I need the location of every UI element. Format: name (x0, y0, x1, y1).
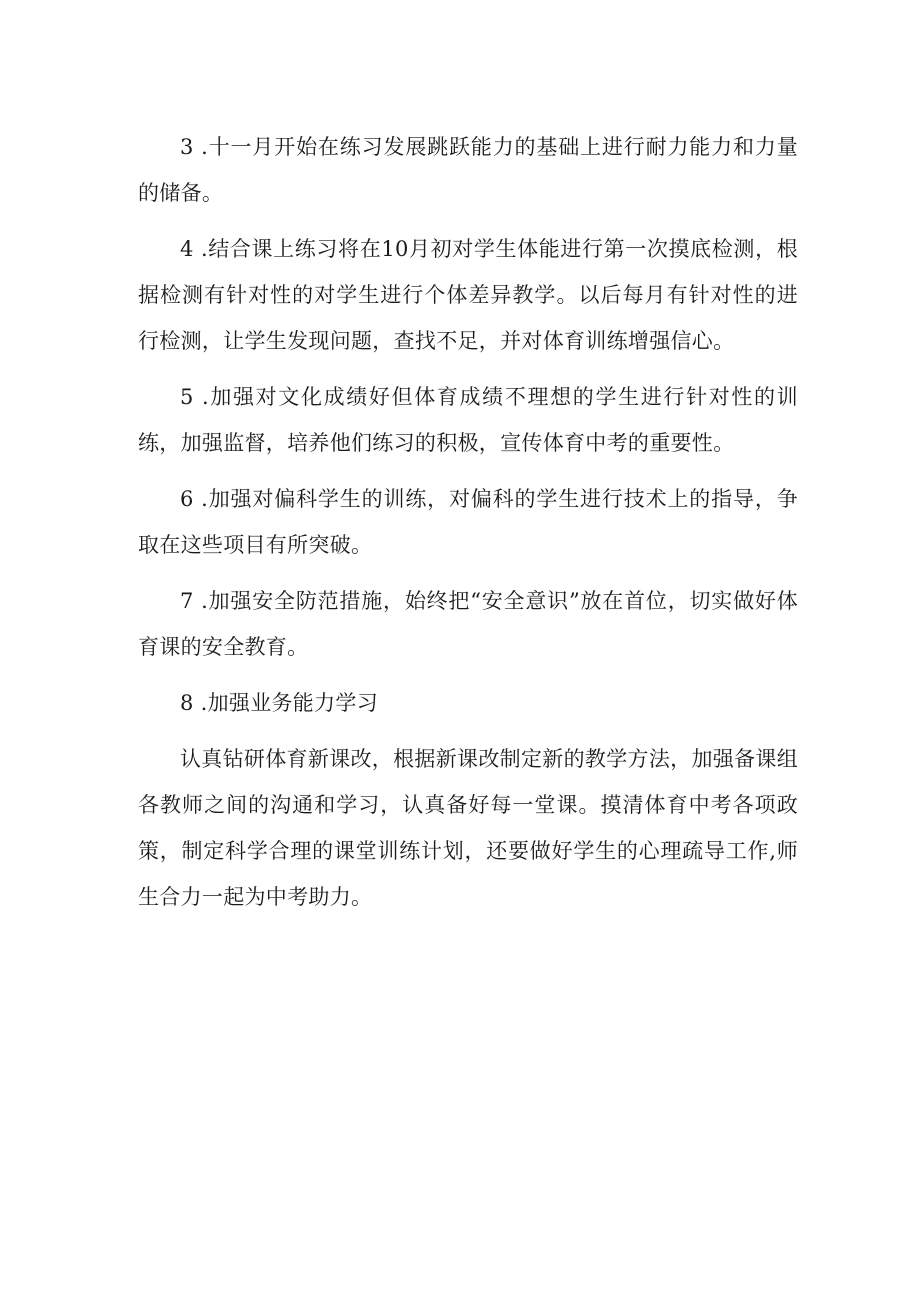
paragraph-item-7: 7 .加强安全防范措施，始终把“安全意识”放在首位，切实做好体育课的安全教育。 (138, 589, 798, 659)
paragraph-item-8-heading: 8 .加强业务能力学习 (180, 691, 379, 715)
paragraph-item-6: 6 .加强对偏科学生的训练，对偏科的学生进行技术上的指导，争取在这些项目有所突破。 (138, 487, 798, 557)
paragraph-item-8-body: 认真钻研体育新课改，根据新课改制定新的教学方法，加强备课组各教师之间的沟通和学习，认真备好每一堂课。摸清体育中考各项政策，制定科学合理的课堂训练计划，还要做好学生的心理疏导工作,师生合力一起为中考助力。 (138, 747, 798, 909)
paragraph-item-3: 3 .十一月开始在练习发展跳跃能力的基础上进行耐力能力和力量的储备。 (138, 135, 798, 205)
paragraph-item-5: 5 .加强对文化成绩好但体育成绩不理想的学生进行针对性的训练，加强监督，培养他们练习的积极，宣传体育中考的重要性。 (138, 385, 798, 455)
document-body (138, 124, 798, 930)
paragraph-item-4: 4 .结合课上练习将在10月初对学生体能进行第一次摸底检测，根据检测有针对性的对学生进行个体差异教学。以后每月有针对性的进行检测，让学生发现问题，查找不足，并对体育训练增强信心。 (138, 237, 798, 353)
